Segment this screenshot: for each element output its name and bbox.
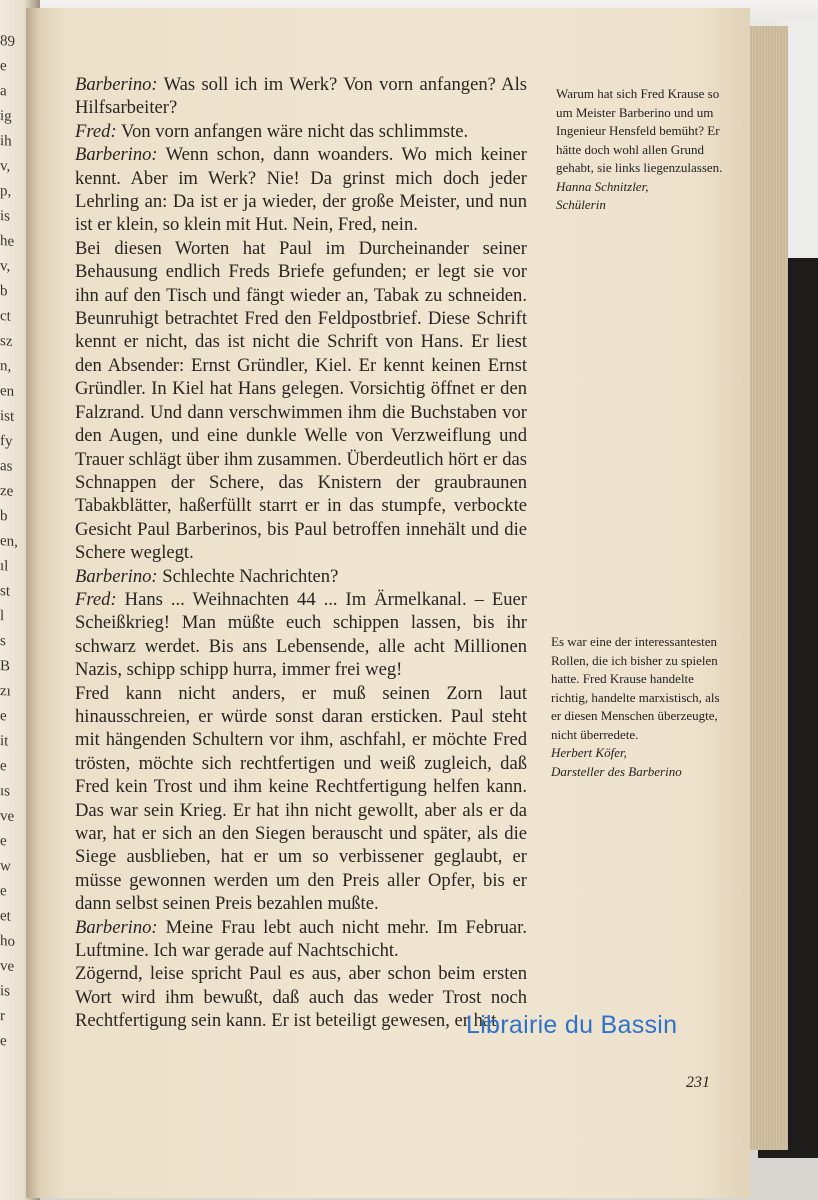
left-page-fragment: it (0, 732, 9, 750)
left-page-fragment: e (0, 882, 7, 900)
text-paragraph (75, 120, 527, 143)
left-page-fragment: st (0, 582, 11, 600)
paragraph-text: Von vorn anfangen wäre nicht das schlimmste. (116, 120, 469, 142)
side-note-signature-role: Schülerin (556, 197, 606, 212)
left-page-fragment: ve (0, 807, 15, 825)
side-note-text: Es war eine der interessantesten Rollen, die ich bisher zu spielen hatte. Fred Krause handelte richtig, handelte marxistisch, als er diesen Menschen überzeugte, nicht überredete. (551, 634, 720, 742)
page-number: 231 (686, 1074, 710, 1091)
paragraph-text: Bei diesen Worten hat Paul im Durcheinander seiner Behausung endlich Freds Briefe gefunden; er legt sie vor ihn auf den Tisch und fängt wieder an, Tabak zu schneiden. Beunruhigt betrachtet Fred den Feldpostbrief. Diese Schrift kennt er nicht, das ist nicht die Schrift von Hans. Er liest den Absender: Ernst Gründler, Kiel. Er kennt keinen Ernst Gründler. In Kiel hat Hans gelegen. Vorsichtig öffnet er den Falzrand. Und dann verschwimmen ihm die Buchstaben vor den Augen, und eine dunkle Welle von Verzweiflung und Trauer schlägt über ihm zusammen. Überdeutlich hört er das Schnappen der Schere, das Knistern der graubraunen Tabakblätter, haßerfüllt starrt er in das stumpfe, verbockte Gesicht Paul Barberinos, bis Paul betroffen innehält und die Schere weglegt. (75, 237, 527, 564)
left-page-fragment: ıl (0, 557, 9, 575)
text-paragraph (75, 237, 527, 565)
left-page-fragment: 89 (0, 32, 15, 50)
left-page-fragment: as (0, 457, 13, 475)
left-page-fragment: ist (0, 407, 15, 425)
left-page-fragment: ze (0, 482, 14, 500)
text-paragraph (75, 143, 527, 237)
left-page-fragment: ig (0, 107, 12, 125)
left-page-fragment: e (0, 1032, 7, 1050)
main-text-column (75, 73, 527, 1033)
left-page-fragment: v, (0, 257, 11, 275)
left-page-fragment: is (0, 207, 11, 225)
watermark-text: Librairie du Bassin (466, 1011, 678, 1039)
text-paragraph (75, 73, 527, 120)
left-page-fragment: s (0, 632, 6, 650)
speaker-name: Barberino: (75, 74, 158, 95)
paragraph-text: Hans ... Weihnachten 44 ... Im Ärmelkanal. – Euer Scheißkrieg! Man müßte euch schippen lassen, bis ihr schwarz werdet. Bis ans Lebensende, alle acht Millionen Nazis, schipp schipp hurra, immer frei weg! (75, 588, 527, 681)
text-paragraph (75, 565, 527, 588)
left-page-fragment: ih (0, 132, 12, 150)
side-note-signature-name: Hanna Schnitzler, (556, 178, 649, 194)
text-paragraph (75, 682, 527, 916)
left-page-fragment: b (0, 507, 8, 525)
left-page-fragment: en (0, 382, 15, 400)
left-page-fragment: b (0, 282, 8, 300)
paragraph-text: Schlechte Nachrichten? (157, 565, 339, 587)
speaker-name: Barberino: (75, 916, 158, 938)
left-page-fragment: he (0, 232, 15, 250)
side-note-schnitzler (556, 85, 736, 215)
paragraph-text: Meine Frau lebt auch nicht mehr. Im Februar. Luftmine. Ich war gerade auf Nachtschicht. (75, 916, 527, 962)
paragraph-text: Wenn schon, dann woanders. Wo mich keiner kennt. Aber im Werk? Nie! Da grinst mich doch jeder Lehrling an: Da ist er ja wieder, der große Meister, und nun ist er klein, so klein mit Hut. Nein, Fred, nein. (75, 144, 527, 236)
left-page-fragment: p, (0, 182, 12, 200)
paragraph-text: Fred kann nicht anders, er muß seinen Zorn laut hinausschreien, er würde sonst daran ersticken. Paul steht mit hängenden Schultern vor ihm, aschfahl, er möchte Fred trösten, möchte sich rechtfertigen und weiß zugleich, daß Fred kein Trost und ihm keine Rechtfertigung helfen kann. Das war sein Krieg. Er hat ihn nicht gewollt, aber als er da war, hat er sich an den Siegen berauscht und später, als die Siege ausblieben, hat er um so verbissener geglaubt, er müsse gewonnen werden um den Preis aller Opfer, bis er dann selbst seinen Preis bezahlen mußte. (75, 682, 527, 915)
side-note-signature-role: Darsteller des Barberino (551, 763, 682, 779)
side-note-koefer (551, 633, 731, 781)
left-page-fragment: e (0, 57, 7, 75)
speaker-name: Fred: (75, 588, 117, 610)
left-page-fragment: fy (0, 432, 13, 450)
left-page-fragment: v, (0, 157, 11, 175)
left-page-fragment: is (0, 982, 11, 1000)
left-page-fragment: et (0, 907, 11, 925)
text-paragraph (75, 916, 527, 963)
side-note-text: Warum hat sich Fred Krause so um Meister Barberino und um Ingenieur Hensfeld bemüht? Er hätte doch wohl allen Grund gehabt, sie links liegenzulassen. (556, 86, 723, 175)
left-page-fragment: w (0, 857, 11, 875)
left-page-fragment: en, (0, 532, 18, 551)
left-page-fragment: B (0, 657, 11, 675)
left-page-fragment: n, (0, 357, 12, 375)
left-page-fragment: l (0, 607, 5, 625)
left-page-fragment: e (0, 832, 7, 850)
speaker-name: Fred: (75, 120, 117, 142)
text-paragraph (75, 588, 527, 682)
left-page-fragment: sz (0, 332, 13, 350)
left-page-fragment: a (0, 82, 7, 100)
paragraph-text: Was soll ich im Werk? Von vorn anfangen? Als Hilfsarbeiter? (75, 74, 527, 119)
speaker-name: Barberino: (75, 565, 158, 587)
left-page-fragment: ct (0, 307, 11, 325)
text-paragraph (75, 962, 527, 1032)
left-page-fragment: ve (0, 957, 15, 975)
left-page-fragment: zı (0, 682, 11, 700)
left-page-fragment: ho (0, 932, 15, 950)
left-page-fragment: ıs (0, 782, 11, 800)
left-page-fragment: e (0, 757, 7, 775)
left-page-fragment: e (0, 707, 7, 725)
speaker-name: Barberino: (75, 144, 158, 166)
side-note-signature-name: Herbert Köfer, (551, 745, 627, 760)
paragraph-text: Zögernd, leise spricht Paul es aus, aber schon beim ersten Wort wird ihm bewußt, daß auch das weder Trost noch Rechtfertigung sein kann. Er ist beteiligt gewesen, er hat (75, 963, 527, 1032)
left-page-fragment: r (0, 1007, 5, 1025)
